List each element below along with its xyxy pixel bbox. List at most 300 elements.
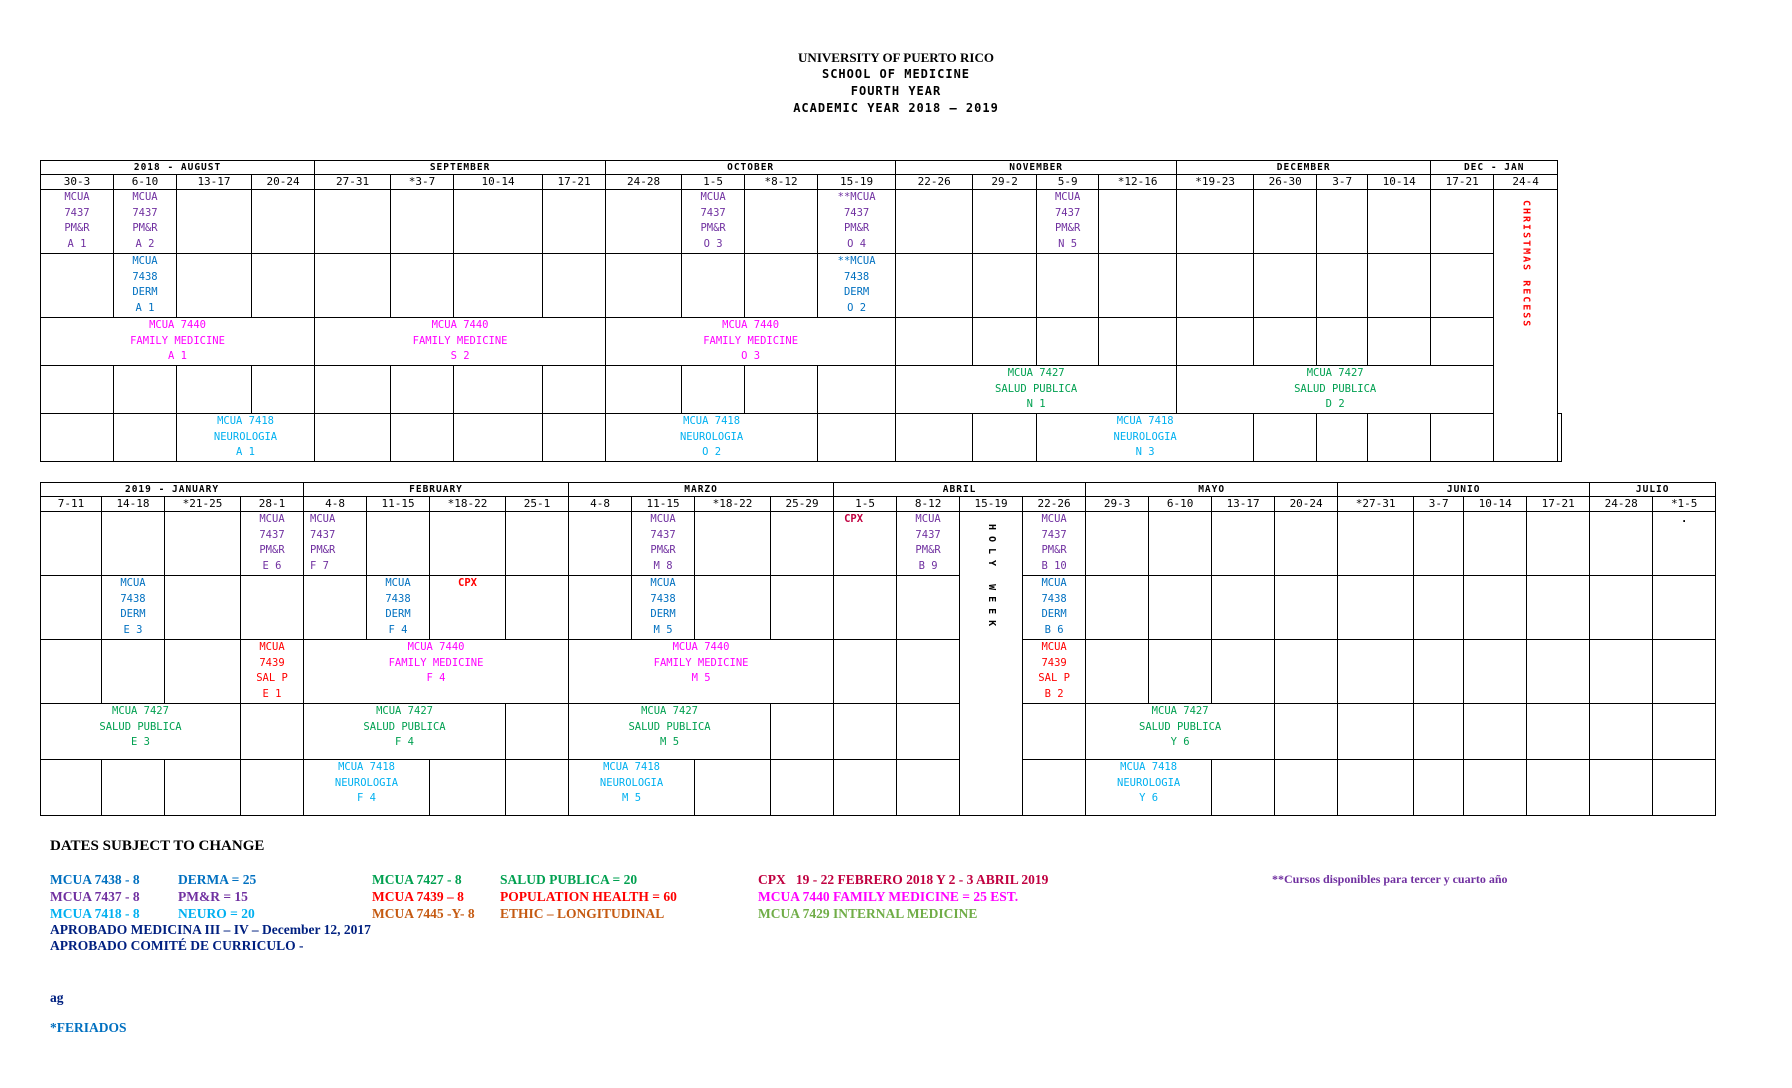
empty-cell xyxy=(1338,576,1414,640)
month-header: 2018 - AUGUST xyxy=(41,161,315,175)
week-header: *19-23 xyxy=(1177,175,1254,190)
empty-cell xyxy=(1177,318,1254,366)
empty-cell xyxy=(897,640,960,704)
week-header: 10-14 xyxy=(1368,175,1431,190)
empty-cell xyxy=(1212,760,1275,816)
week-header: 4-8 xyxy=(569,497,632,512)
month-header: NOVEMBER xyxy=(896,161,1177,175)
empty-cell xyxy=(315,190,391,254)
empty-cell xyxy=(897,576,960,640)
course-label: MCUA 7437 PM&R B 9 xyxy=(915,513,941,572)
week-header: 30-3 xyxy=(41,175,114,190)
empty-cell xyxy=(315,414,391,462)
empty-cell xyxy=(606,366,682,414)
empty-cell xyxy=(1212,640,1275,704)
schedule-cell xyxy=(304,760,430,816)
week-header: 3-7 xyxy=(1317,175,1368,190)
week-header: 17-21 xyxy=(543,175,606,190)
empty-cell xyxy=(1527,760,1590,816)
empty-cell xyxy=(1099,254,1177,318)
empty-cell xyxy=(1177,254,1254,318)
course-label: MCUA 7427 SALUD PUBLICA F 4 xyxy=(363,705,446,748)
month-header: SEPTEMBER xyxy=(315,161,606,175)
empty-cell xyxy=(1653,704,1716,760)
course-label: MCUA 7440 FAMILY MEDICINE A 1 xyxy=(130,319,225,362)
empty-cell xyxy=(745,254,818,318)
empty-cell xyxy=(973,414,1037,462)
schedule-cell xyxy=(569,640,834,704)
schedule-cell xyxy=(632,512,695,576)
legend-item: DERMA = 25 xyxy=(178,872,257,887)
week-header: 29-2 xyxy=(973,175,1037,190)
week-header: 27-31 xyxy=(315,175,391,190)
holy-week-cell xyxy=(960,512,1023,816)
schedule-cell xyxy=(304,704,506,760)
empty-cell xyxy=(1338,760,1414,816)
schedule-cell xyxy=(682,190,745,254)
empty-cell xyxy=(177,254,252,318)
schedule-cell xyxy=(241,512,304,576)
week-header: 15-19 xyxy=(960,497,1023,512)
course-label: MCUA 7437 PM&R F 7 xyxy=(310,513,336,572)
course-label: MCUA 7438 DERM F 4 xyxy=(385,577,411,636)
course-label: MCUA 7440 FAMILY MEDICINE S 2 xyxy=(412,319,508,362)
schedule-cell xyxy=(315,318,606,366)
empty-cell xyxy=(1338,512,1414,576)
empty-cell xyxy=(1037,318,1099,366)
empty-cell xyxy=(771,512,834,576)
empty-cell xyxy=(695,512,771,576)
empty-cell xyxy=(1590,512,1653,576)
week-header: *1-5 xyxy=(1653,497,1716,512)
week-header: 8-12 xyxy=(897,497,960,512)
empty-cell xyxy=(1099,318,1177,366)
week-header: *3-7 xyxy=(391,175,454,190)
empty-cell xyxy=(1275,760,1338,816)
empty-cell xyxy=(165,512,241,576)
cpx-label: CPX xyxy=(458,577,477,589)
empty-cell xyxy=(1558,414,1562,462)
empty-cell xyxy=(682,366,745,414)
empty-cell xyxy=(1653,760,1716,816)
empty-cell xyxy=(606,254,682,318)
week-header: *8-12 xyxy=(745,175,818,190)
schedule-cell xyxy=(1023,576,1086,640)
course-label: MCUA 7438 DERM E 3 xyxy=(120,577,146,636)
legend-item: MCUA 7439 – 8 xyxy=(372,889,464,904)
empty-cell xyxy=(506,704,569,760)
course-label: MCUA 7437 PM&R B 10 xyxy=(1041,513,1067,572)
empty-cell xyxy=(896,190,973,254)
course-label: MCUA 7437 PM&R M 8 xyxy=(650,513,676,572)
schedule-cell xyxy=(177,414,315,462)
week-header: 28-1 xyxy=(241,497,304,512)
empty-cell xyxy=(1414,512,1464,576)
empty-cell xyxy=(241,704,304,760)
empty-cell xyxy=(430,760,506,816)
empty-cell xyxy=(454,254,543,318)
empty-cell xyxy=(177,366,252,414)
week-header: 13-17 xyxy=(1212,497,1275,512)
empty-cell xyxy=(1275,640,1338,704)
month-header: MARZO xyxy=(569,483,834,497)
course-label: **MCUA 7438 DERM O 2 xyxy=(837,255,876,314)
empty-cell xyxy=(1317,190,1368,254)
empty-cell xyxy=(241,576,304,640)
approval-note: APROBADO MEDICINA III – IV – December 12, 2017 xyxy=(50,922,371,937)
schedule-cell xyxy=(304,640,569,704)
empty-cell xyxy=(102,760,165,816)
empty-cell xyxy=(771,704,834,760)
legend-item: MCUA 7438 - 8 xyxy=(50,872,140,887)
empty-cell xyxy=(430,512,506,576)
schedule-cell xyxy=(102,576,165,640)
course-label: MCUA 7427 SALUD PUBLICA D 2 xyxy=(1294,367,1377,410)
week-header: 5-9 xyxy=(1037,175,1099,190)
holy-week-label: HOLY WEEK xyxy=(986,524,998,633)
week-header: *18-22 xyxy=(430,497,506,512)
empty-cell xyxy=(41,366,114,414)
empty-cell xyxy=(1368,318,1431,366)
week-header: 17-21 xyxy=(1431,175,1494,190)
empty-cell xyxy=(1275,576,1338,640)
christmas-recess-cell xyxy=(1494,190,1558,462)
week-header: 24-28 xyxy=(1590,497,1653,512)
initials: ag xyxy=(50,990,64,1005)
empty-cell xyxy=(896,254,973,318)
month-header: JUNIO xyxy=(1338,483,1590,497)
schedule-cell xyxy=(367,576,430,640)
legend-item: MCUA 7440 FAMILY MEDICINE = 25 EST. xyxy=(758,889,1019,904)
empty-cell xyxy=(114,414,177,462)
empty-cell xyxy=(897,704,960,760)
empty-cell xyxy=(241,760,304,816)
empty-cell xyxy=(304,576,367,640)
course-label: MCUA 7440 FAMILY MEDICINE M 5 xyxy=(653,641,749,684)
legend-item: MCUA 7418 - 8 xyxy=(50,906,140,921)
course-label: MCUA 7438 DERM M 5 xyxy=(650,577,676,636)
empty-cell xyxy=(506,576,569,640)
empty-cell xyxy=(1653,576,1716,640)
empty-cell xyxy=(771,576,834,640)
legend-item: SALUD PUBLICA = 20 xyxy=(500,872,638,887)
course-label: MCUA 7418 NEUROLOGIA O 2 xyxy=(679,415,744,458)
month-header: ABRIL xyxy=(834,483,1086,497)
empty-cell xyxy=(391,366,454,414)
empty-cell xyxy=(973,190,1037,254)
empty-cell xyxy=(1464,760,1527,816)
empty-cell xyxy=(391,190,454,254)
academic-year-title: ACADEMIC YEAR 2018 – 2019 xyxy=(793,101,999,115)
schedule-cell xyxy=(430,576,506,640)
week-header: 22-26 xyxy=(1023,497,1086,512)
empty-cell xyxy=(682,254,745,318)
empty-cell xyxy=(1317,254,1368,318)
empty-cell xyxy=(454,366,543,414)
course-label: MCUA 7437 PM&R A 2 xyxy=(132,191,158,250)
holidays-note: *FERIADOS xyxy=(50,1020,127,1035)
schedule-cell xyxy=(1023,640,1086,704)
empty-cell xyxy=(1037,254,1099,318)
empty-cell xyxy=(1464,576,1527,640)
empty-cell xyxy=(1368,254,1431,318)
empty-cell xyxy=(1254,318,1317,366)
empty-cell xyxy=(834,760,897,816)
empty-cell xyxy=(41,640,102,704)
empty-cell xyxy=(695,576,771,640)
empty-cell xyxy=(896,414,973,462)
approval-note: APROBADO COMITÉ DE CURRICULO - xyxy=(50,938,304,953)
empty-cell xyxy=(1149,640,1212,704)
empty-cell xyxy=(1086,640,1149,704)
schedule-cell xyxy=(1037,414,1254,462)
empty-cell xyxy=(1275,704,1338,760)
empty-cell xyxy=(252,366,315,414)
month-header: OCTOBER xyxy=(606,161,896,175)
empty-cell xyxy=(1086,512,1149,576)
empty-cell xyxy=(1099,190,1177,254)
schedule-cell xyxy=(41,190,114,254)
course-label: MCUA 7418 NEUROLOGIA F 4 xyxy=(334,761,399,804)
empty-cell xyxy=(1464,640,1527,704)
week-header: 11-15 xyxy=(367,497,430,512)
empty-cell xyxy=(315,254,391,318)
empty-cell xyxy=(1527,704,1590,760)
empty-cell xyxy=(818,414,896,462)
empty-cell xyxy=(114,366,177,414)
week-header: 25-29 xyxy=(771,497,834,512)
schedule-cell xyxy=(818,190,896,254)
empty-cell xyxy=(834,704,897,760)
week-header: 15-19 xyxy=(818,175,896,190)
empty-cell xyxy=(771,760,834,816)
schedule-cell xyxy=(304,512,367,576)
week-header: 24-4 xyxy=(1494,175,1558,190)
empty-cell xyxy=(506,760,569,816)
week-header: 11-15 xyxy=(632,497,695,512)
school-title: SCHOOL OF MEDICINE xyxy=(821,67,971,81)
week-header: 25-1 xyxy=(506,497,569,512)
course-label: MCUA 7427 SALUD PUBLICA N 1 xyxy=(995,367,1078,410)
empty-cell xyxy=(1431,254,1494,318)
week-header: 14-18 xyxy=(102,497,165,512)
week-header: 6-10 xyxy=(114,175,177,190)
month-header: FEBRUARY xyxy=(304,483,569,497)
empty-cell xyxy=(543,190,606,254)
empty-cell xyxy=(41,576,102,640)
course-label: MCUA 7437 PM&R A 1 xyxy=(64,191,90,250)
dates-subject-note: DATES SUBJECT TO CHANGE xyxy=(50,838,265,854)
schedule-cell xyxy=(114,190,177,254)
schedule-cell xyxy=(569,704,771,760)
empty-cell xyxy=(897,760,960,816)
course-label: MCUA 7437 PM&R N 5 xyxy=(1054,191,1081,250)
empty-cell xyxy=(1023,760,1086,816)
week-header: 6-10 xyxy=(1149,497,1212,512)
week-header: 3-7 xyxy=(1414,497,1464,512)
week-header: 24-28 xyxy=(606,175,682,190)
schedule-cell xyxy=(1177,366,1494,414)
empty-cell xyxy=(506,512,569,576)
legend-item: NEURO = 20 xyxy=(178,906,255,921)
schedule-cell xyxy=(818,254,896,318)
week-header: *18-22 xyxy=(695,497,771,512)
empty-cell xyxy=(1414,704,1464,760)
dot-mark: . xyxy=(1681,513,1688,525)
empty-cell xyxy=(252,254,315,318)
empty-cell xyxy=(896,318,973,366)
empty-cell xyxy=(569,512,632,576)
empty-cell xyxy=(1149,512,1212,576)
schedule-cell xyxy=(569,760,695,816)
week-header: *12-16 xyxy=(1099,175,1177,190)
empty-cell xyxy=(1527,512,1590,576)
course-label: MCUA 7437 PM&R O 3 xyxy=(700,191,726,250)
empty-cell xyxy=(973,318,1037,366)
empty-cell xyxy=(1590,760,1653,816)
empty-cell xyxy=(745,366,818,414)
empty-cell xyxy=(1317,414,1368,462)
legend-item: **Cursos disponibles para tercer y cuarto año xyxy=(1272,872,1508,886)
course-label: MCUA 7418 NEUROLOGIA M 5 xyxy=(599,761,664,804)
legend-item: ETHIC – LONGITUDINAL xyxy=(500,906,665,921)
week-header: 10-14 xyxy=(1464,497,1527,512)
course-label: MCUA 7418 NEUROLOGIA A 1 xyxy=(213,415,278,458)
empty-cell xyxy=(1368,414,1431,462)
week-header: *21-25 xyxy=(165,497,241,512)
empty-cell xyxy=(606,190,682,254)
empty-cell xyxy=(1590,640,1653,704)
empty-cell xyxy=(1177,190,1254,254)
empty-cell xyxy=(102,640,165,704)
week-header: 20-24 xyxy=(1275,497,1338,512)
schedule-cell xyxy=(41,704,241,760)
empty-cell xyxy=(391,254,454,318)
course-label: MCUA 7440 FAMILY MEDICINE F 4 xyxy=(388,641,484,684)
empty-cell xyxy=(973,254,1037,318)
empty-cell xyxy=(1212,512,1275,576)
legend-item: MCUA 7437 - 8 xyxy=(50,889,140,904)
empty-cell xyxy=(834,576,897,640)
empty-cell xyxy=(1464,512,1527,576)
month-header: MAYO xyxy=(1086,483,1338,497)
schedule-cell xyxy=(606,318,896,366)
legend-item: MCUA 7429 INTERNAL MEDICINE xyxy=(758,906,978,921)
course-label: MCUA 7427 SALUD PUBLICA M 5 xyxy=(628,705,711,748)
empty-cell xyxy=(1590,576,1653,640)
legend-item: PM&R = 15 xyxy=(178,889,248,904)
empty-cell xyxy=(1254,414,1317,462)
empty-cell xyxy=(41,414,114,462)
calendar-table-2019 xyxy=(40,482,1716,816)
schedule-cell xyxy=(1086,760,1212,816)
empty-cell xyxy=(1414,576,1464,640)
course-label: MCUA 7418 NEUROLOGIA N 3 xyxy=(1113,415,1177,458)
week-header: 1-5 xyxy=(682,175,745,190)
empty-cell xyxy=(1086,576,1149,640)
month-header: JULIO xyxy=(1590,483,1716,497)
empty-cell xyxy=(1527,640,1590,704)
empty-cell xyxy=(1275,512,1338,576)
empty-cell xyxy=(41,512,102,576)
empty-cell xyxy=(818,366,896,414)
legend-item: CPX 19 - 22 FEBRERO 2018 Y 2 - 3 ABRIL 2019 xyxy=(758,872,1049,887)
schedule-cell xyxy=(114,254,177,318)
empty-cell xyxy=(1212,576,1275,640)
week-header: 29-3 xyxy=(1086,497,1149,512)
legend-item: MCUA 7427 - 8 xyxy=(372,872,462,887)
empty-cell xyxy=(41,760,102,816)
empty-cell xyxy=(834,640,897,704)
christmas-recess-label: CHRISTMAS RECESS xyxy=(1520,200,1532,329)
empty-cell xyxy=(1431,414,1494,462)
empty-cell xyxy=(543,366,606,414)
empty-cell xyxy=(1414,640,1464,704)
year-title: FOURTH YEAR xyxy=(850,84,942,98)
month-header: DECEMBER xyxy=(1177,161,1431,175)
empty-cell xyxy=(391,414,454,462)
empty-cell xyxy=(1338,640,1414,704)
empty-cell xyxy=(454,414,543,462)
empty-cell xyxy=(165,760,241,816)
empty-cell xyxy=(745,190,818,254)
empty-cell xyxy=(1149,576,1212,640)
course-label: MCUA 7439 SAL P B 2 xyxy=(1038,641,1070,700)
schedule-cell xyxy=(1086,704,1275,760)
course-label: **MCUA 7437 PM&R O 4 xyxy=(837,191,876,250)
schedule-cell xyxy=(1653,512,1716,576)
empty-cell xyxy=(569,576,632,640)
empty-cell xyxy=(367,512,430,576)
empty-cell xyxy=(1023,704,1086,760)
legend-item: POPULATION HEALTH = 60 xyxy=(500,889,677,904)
month-header: DEC - JAN xyxy=(1431,161,1558,175)
empty-cell xyxy=(1338,704,1414,760)
course-label: MCUA 7427 SALUD PUBLICA E 3 xyxy=(99,705,182,748)
course-label: MCUA 7439 SAL P E 1 xyxy=(256,641,288,700)
empty-cell xyxy=(177,190,252,254)
week-header: 4-8 xyxy=(304,497,367,512)
university-title: UNIVERSITY OF PUERTO RICO xyxy=(798,50,994,65)
week-header: 13-17 xyxy=(177,175,252,190)
week-header: 20-24 xyxy=(252,175,315,190)
course-label: MCUA 7437 PM&R E 6 xyxy=(259,513,285,572)
empty-cell xyxy=(1527,576,1590,640)
schedule-cell xyxy=(897,512,960,576)
week-header: 7-11 xyxy=(41,497,102,512)
empty-cell xyxy=(1431,318,1494,366)
empty-cell xyxy=(1254,254,1317,318)
empty-cell xyxy=(252,190,315,254)
empty-cell xyxy=(1317,318,1368,366)
schedule-cell xyxy=(632,576,695,640)
empty-cell xyxy=(695,760,771,816)
week-header: 17-21 xyxy=(1527,497,1590,512)
schedule-cell xyxy=(834,512,897,576)
schedule-cell xyxy=(41,318,315,366)
empty-cell xyxy=(165,640,241,704)
schedule-cell xyxy=(1023,512,1086,576)
legend-item: MCUA 7445 -Y- 8 xyxy=(372,906,475,921)
empty-cell xyxy=(1590,704,1653,760)
course-label: MCUA 7438 DERM A 1 xyxy=(132,255,158,314)
course-label: MCUA 7440 FAMILY MEDICINE O 3 xyxy=(703,319,799,362)
cpx-label: CPX xyxy=(844,513,864,525)
empty-cell xyxy=(1368,190,1431,254)
empty-cell xyxy=(315,366,391,414)
month-header: 2019 - JANUARY xyxy=(41,483,304,497)
empty-cell xyxy=(1254,190,1317,254)
